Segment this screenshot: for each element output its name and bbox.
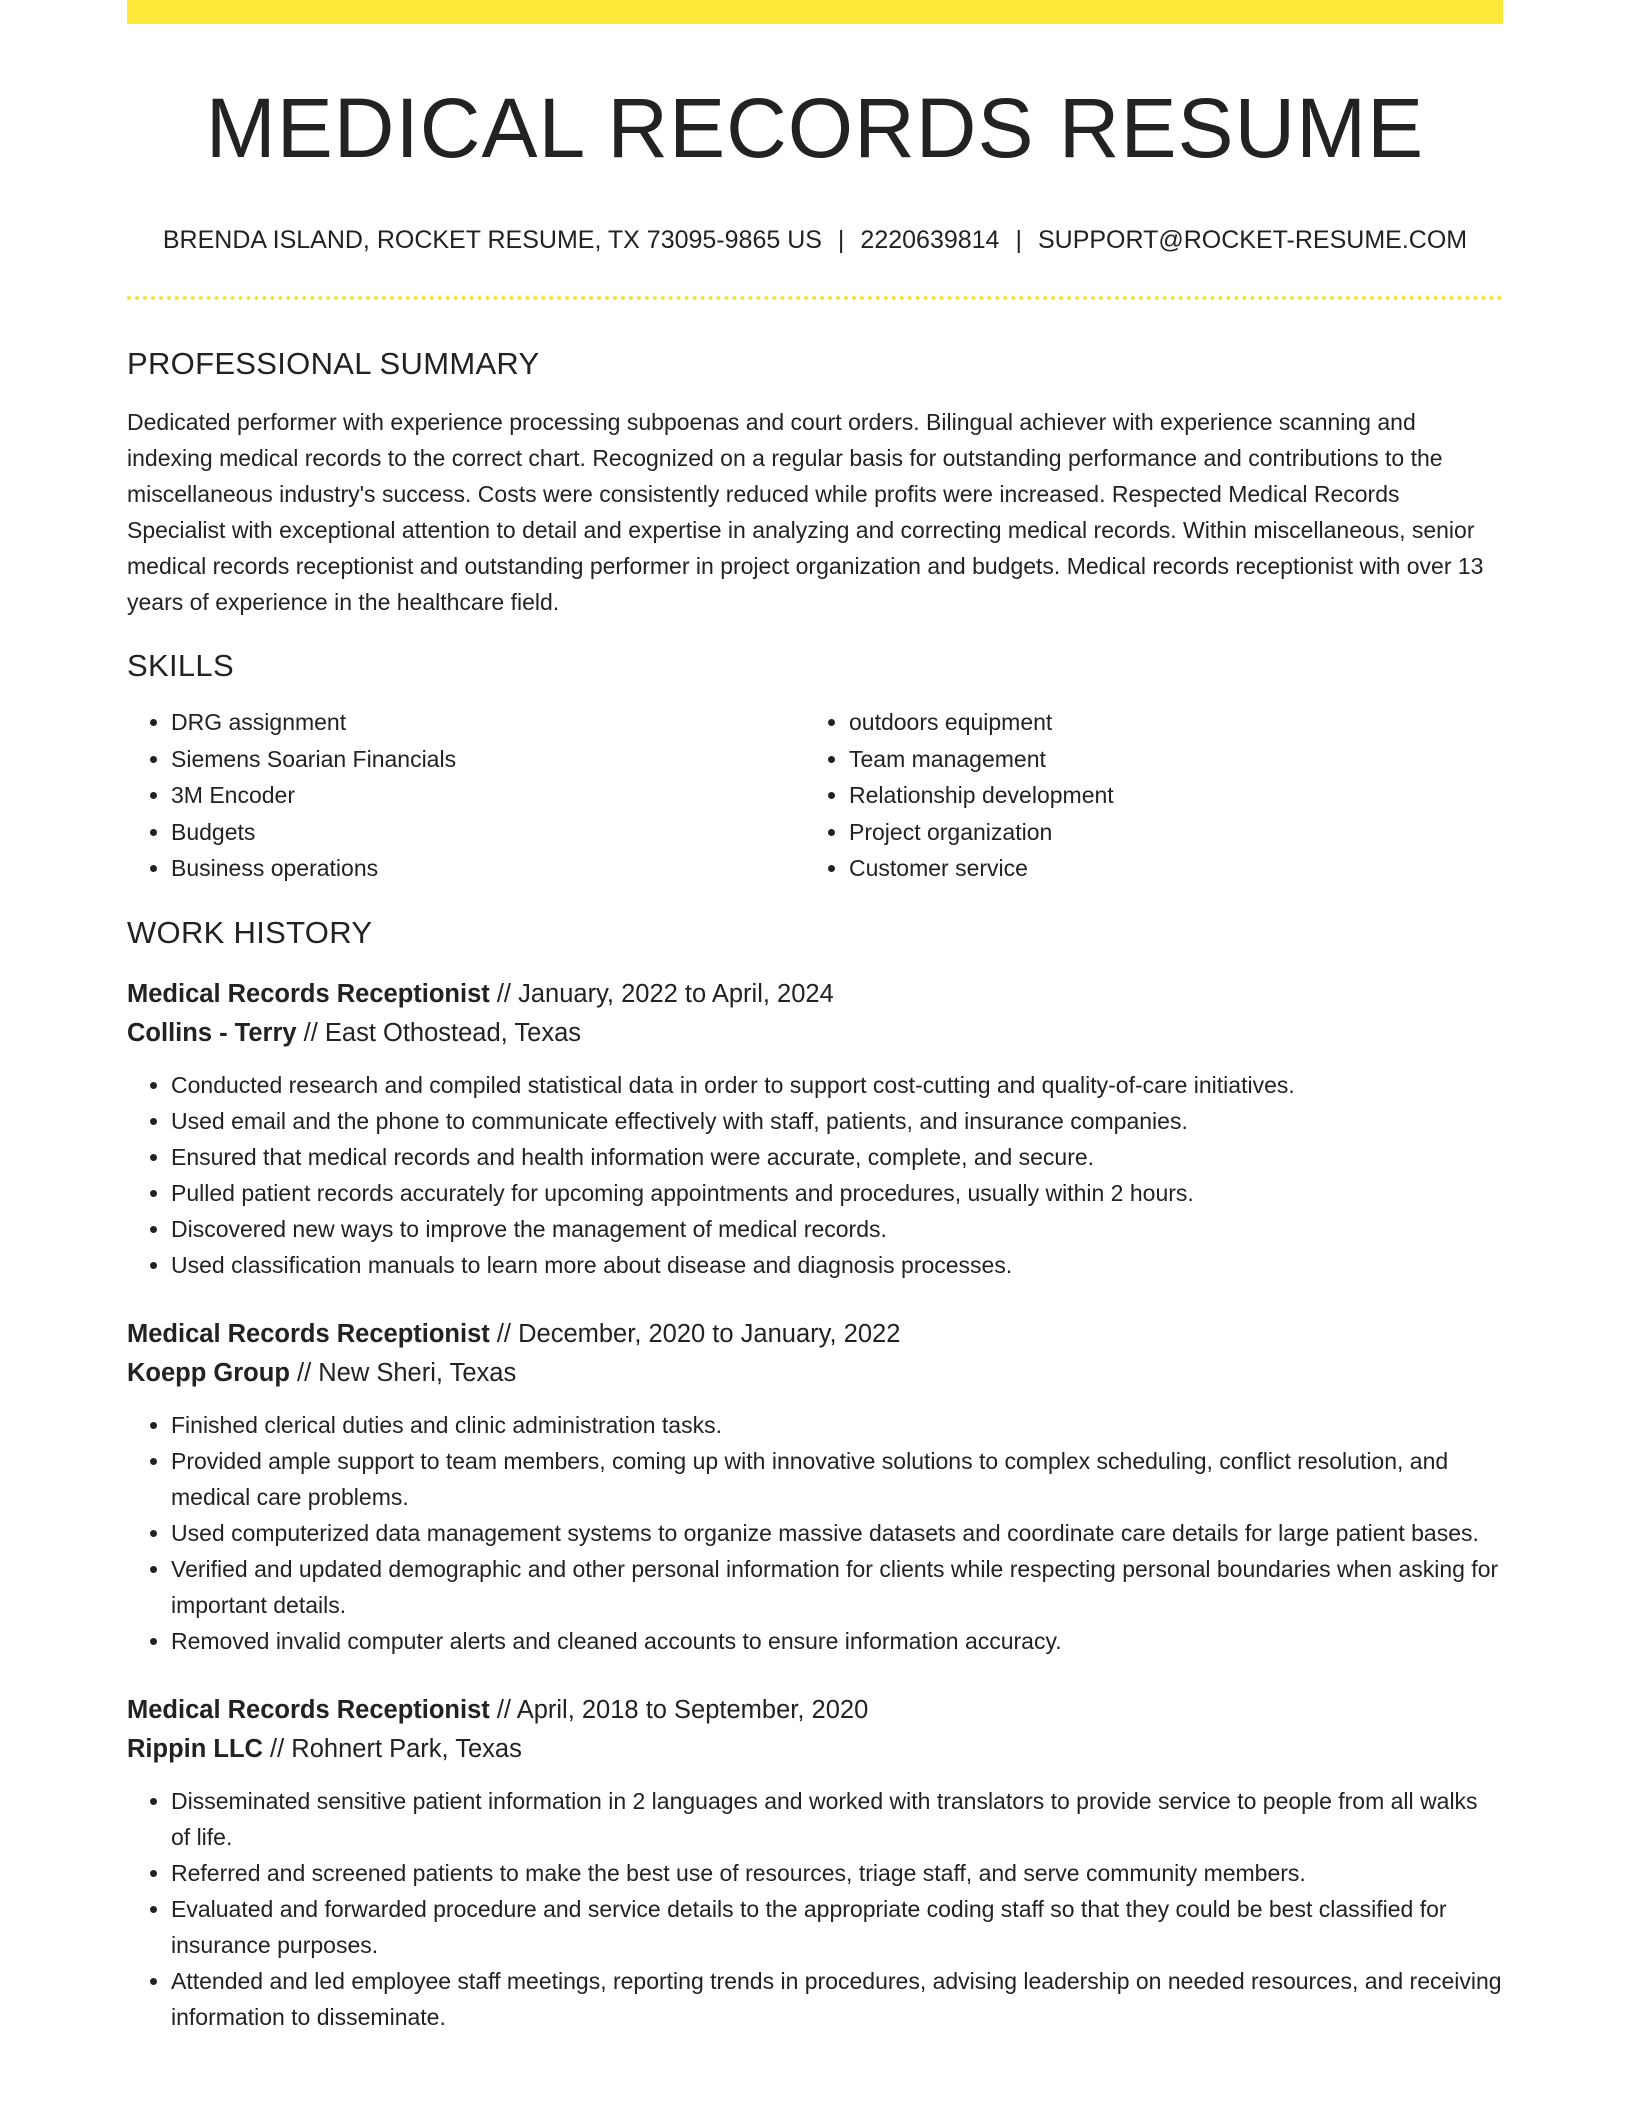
job-entry: [127, 975, 1503, 1283]
job-bullet: • Provided ample support to team members, coming up with innovative solutions to complex scheduling, conflict resolution, and medical care problems.: [171, 1443, 1503, 1515]
job-dates: // April, 2018 to September, 2020: [489, 1695, 869, 1724]
job-bullets: [127, 1783, 1503, 2035]
job-bullet: • Discovered new ways to improve the management of medical records.: [171, 1211, 1503, 1247]
job-company: Collins - Terry: [127, 1018, 297, 1047]
skill-item: • Relationship development: [849, 777, 1483, 814]
job-bullet: • Finished clerical duties and clinic administration tasks.: [171, 1407, 1503, 1443]
skill-item: • outdoors equipment: [849, 704, 1483, 741]
job-bullet: • Conducted research and compiled statistical data in order to support cost-cutting and quality-of-care initiatives.: [171, 1067, 1503, 1103]
job-title: Medical Records Receptionist: [127, 1695, 490, 1724]
skill-item: • Project organization: [849, 814, 1483, 851]
skill-item: • 3M Encoder: [171, 777, 805, 814]
job-dates: // January, 2022 to April, 2024: [489, 979, 834, 1008]
contact-separator: |: [837, 226, 845, 254]
job-entry: [127, 1315, 1503, 1659]
job-bullets: [127, 1407, 1503, 1659]
skills-list-right: [805, 704, 1483, 887]
skills-columns: [127, 704, 1503, 887]
job-company: Koepp Group: [127, 1358, 290, 1387]
job-bullets: [127, 1067, 1503, 1283]
skill-item: • DRG assignment: [171, 704, 805, 741]
job-bullet: • Referred and screened patients to make the best use of resources, triage staff, and serve community members.: [171, 1855, 1503, 1891]
skill-item: • Customer service: [849, 850, 1483, 887]
summary-heading: PROFESSIONAL SUMMARY: [127, 346, 540, 381]
job-bullet: • Used computerized data management systems to organize massive datasets and coordinate care details for large patient bases.: [171, 1515, 1503, 1551]
resume-title: MEDICAL RECORDS RESUME: [205, 81, 1425, 175]
job-company: Rippin LLC: [127, 1734, 263, 1763]
job-title-line: [127, 1691, 1503, 1730]
job-company-line: [127, 1354, 1503, 1393]
job-company-line: [127, 1730, 1503, 1769]
summary-text: Dedicated performer with experience processing subpoenas and court orders. Bilingual achiever with experience scanning and indexing medical records to the correct chart. Recognized on a regular basis for outstanding performance and contributions to the miscellaneous industry's success. Costs were consistently reduced while profits were increased. Respected Medical Records Specialist with exceptional attention to detail and expertise in analyzing and correcting medical records. Within miscellaneous, senior medical records receptionist and outstanding performer in project organization and budgets. Medical records receptionist with over 13 years of experience in the healthcare field.: [127, 409, 1484, 615]
job-dates: // December, 2020 to January, 2022: [489, 1319, 901, 1348]
skills-heading: SKILLS: [127, 648, 234, 683]
job-title: Medical Records Receptionist: [127, 979, 490, 1008]
job-location: // East Othostead, Texas: [296, 1018, 581, 1047]
job-location: // New Sheri, Texas: [289, 1358, 517, 1387]
skill-item: • Team management: [849, 741, 1483, 778]
job-bullet: • Verified and updated demographic and other personal information for clients while respecting personal boundaries when asking for important details.: [171, 1551, 1503, 1623]
job-company-line: [127, 1014, 1503, 1053]
job-bullet: • Used classification manuals to learn more about disease and diagnosis processes.: [171, 1247, 1503, 1283]
contact-separator: |: [1015, 226, 1022, 254]
job-title: Medical Records Receptionist: [127, 1319, 490, 1348]
job-bullet: • Removed invalid computer alerts and cleaned accounts to ensure information accuracy.: [171, 1623, 1503, 1659]
job-bullet: • Pulled patient records accurately for upcoming appointments and procedures, usually within 2 hours.: [171, 1175, 1503, 1211]
contact-phone: 2220639814: [860, 226, 1000, 254]
skill-item: • Siemens Soarian Financials: [171, 741, 805, 778]
dotted-divider: [127, 296, 1503, 300]
job-bullet: • Ensured that medical records and health information were accurate, complete, and secure.: [171, 1139, 1503, 1175]
skill-item: • Budgets: [171, 814, 805, 851]
resume-page: [127, 0, 1503, 2035]
job-bullet: • Evaluated and forwarded procedure and service details to the appropriate coding staff so that they could be best classified for insurance purposes.: [171, 1891, 1503, 1963]
job-title-line: [127, 1315, 1503, 1354]
work-history-heading: WORK HISTORY: [127, 914, 373, 950]
contact-address: BRENDA ISLAND, ROCKET RESUME, TX 73095-9865 US: [162, 226, 822, 254]
skills-list-left: [127, 704, 805, 887]
contact-line: [127, 224, 1503, 256]
accent-top-bar: [127, 0, 1503, 24]
job-location: // Rohnert Park, Texas: [262, 1734, 522, 1763]
contact-email: SUPPORT@ROCKET-RESUME.COM: [1037, 226, 1468, 254]
job-bullet: • Used email and the phone to communicate effectively with staff, patients, and insurance companies.: [171, 1103, 1503, 1139]
job-bullet: • Attended and led employee staff meetings, reporting trends in procedures, advising leadership on needed resources, and receiving information to disseminate.: [171, 1963, 1503, 2035]
job-title-line: [127, 975, 1503, 1014]
job-entry: [127, 1691, 1503, 2035]
job-bullet: • Disseminated sensitive patient information in 2 languages and worked with translators to provide service to people from all walks of life.: [171, 1783, 1503, 1855]
skill-item: • Business operations: [171, 850, 805, 887]
